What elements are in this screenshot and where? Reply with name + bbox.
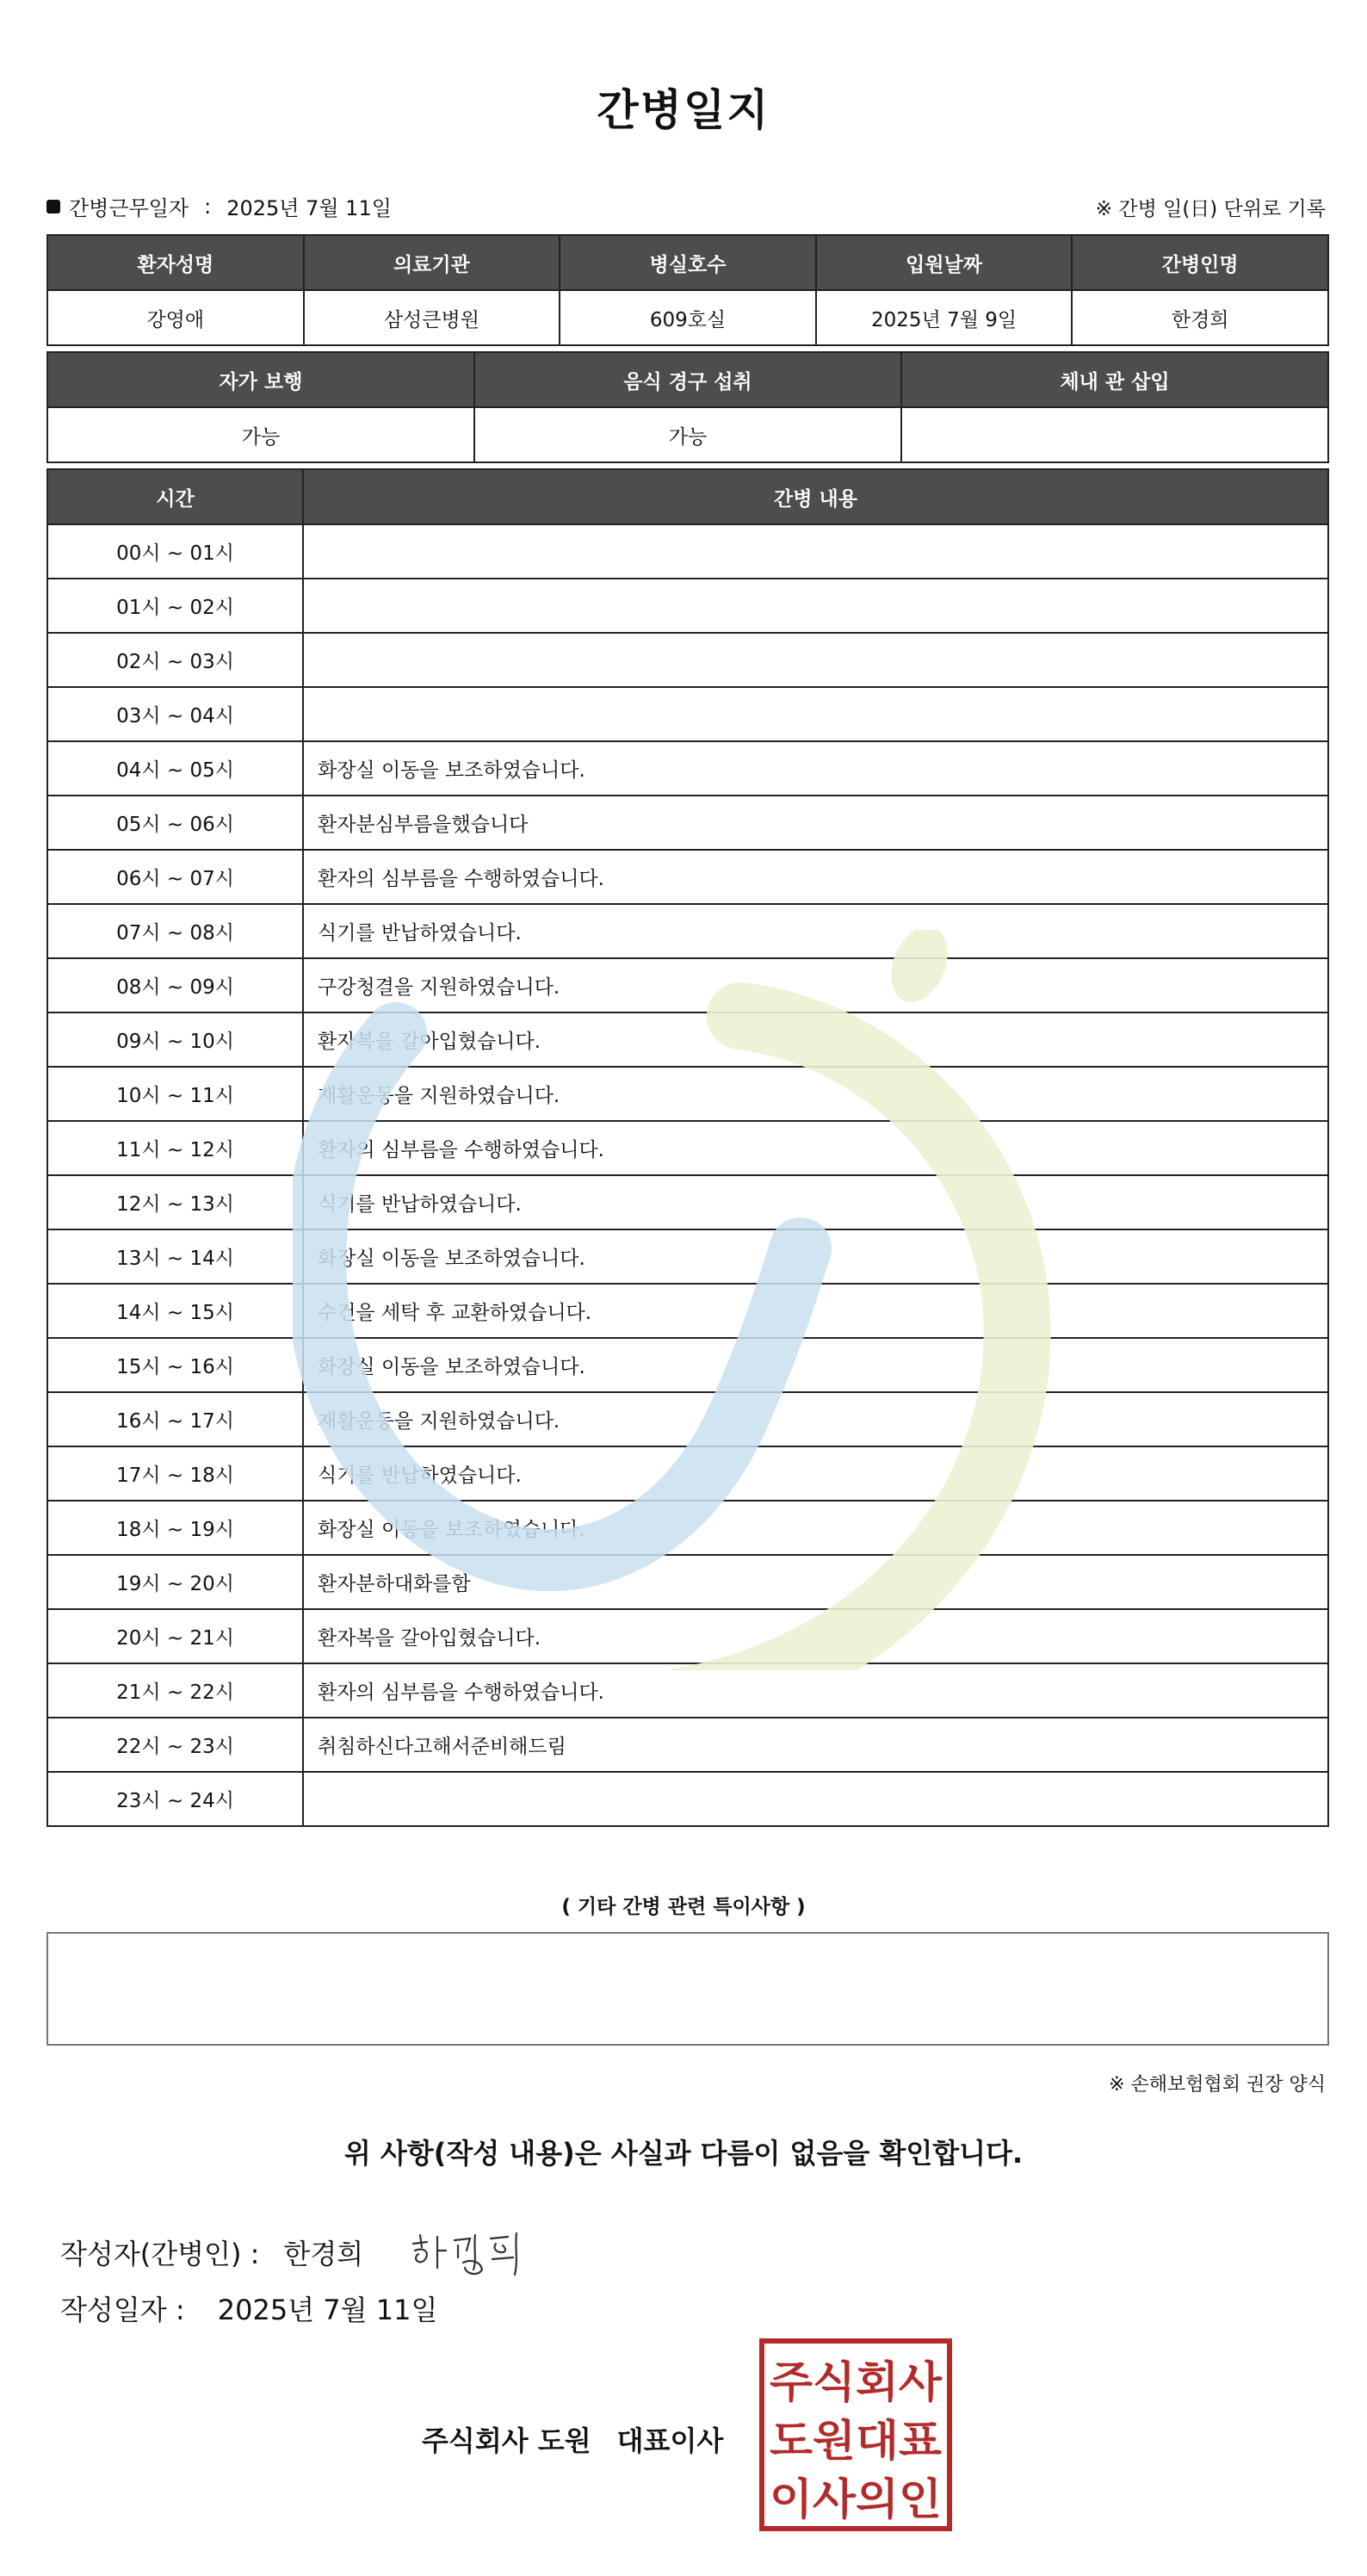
patient-info-value-row — [47, 290, 1328, 345]
writer-name: 한경희 — [283, 2238, 364, 2270]
care-log-row — [47, 1718, 1328, 1772]
care-log-content — [303, 524, 1328, 579]
care-log-content: 식기를 반납하였습니다. — [303, 1446, 1328, 1501]
writer-line — [60, 2225, 535, 2280]
care-log-row — [47, 1609, 1328, 1663]
header-time: 시간 — [47, 469, 303, 524]
care-log-row — [47, 1067, 1328, 1121]
care-log-row — [47, 633, 1328, 687]
write-date-label: 작성일자 : — [60, 2294, 185, 2326]
care-log-time: 04시 ~ 05시 — [47, 741, 303, 796]
unit-note: ※ 간병 일(日) 단위로 기록 — [1095, 198, 1326, 220]
company-signature-line — [422, 2419, 723, 2459]
seal-text-line: 이사의인 — [770, 2474, 942, 2524]
header-care-content: 간병 내용 — [303, 469, 1328, 524]
care-log-content: 환자복을 갈아입혔습니다. — [303, 1609, 1328, 1663]
care-log-row — [47, 524, 1328, 579]
care-log-time: 11시 ~ 12시 — [47, 1121, 303, 1175]
care-log-time: 17시 ~ 18시 — [47, 1446, 303, 1501]
care-log-time: 00시 ~ 01시 — [47, 524, 303, 579]
care-log-row — [47, 1446, 1328, 1501]
company-name: 주식회사 도원 — [422, 2424, 591, 2457]
care-log-row — [47, 1284, 1328, 1338]
care-log-content: 환자분하대화를함 — [303, 1555, 1328, 1609]
care-log-row — [47, 1663, 1328, 1718]
care-log-content: 취침하신다고해서준비해드림 — [303, 1718, 1328, 1772]
care-log-time: 12시 ~ 13시 — [47, 1175, 303, 1229]
care-log-content — [303, 579, 1328, 633]
seal-text-line: 주식회사 — [770, 2357, 943, 2407]
care-log-content: 환자의 심부름을 수행하였습니다. — [303, 1663, 1328, 1718]
care-log-row — [47, 1338, 1328, 1392]
bullet-square-icon — [46, 200, 60, 214]
patient-info-table — [46, 234, 1329, 346]
care-log-time: 20시 ~ 21시 — [47, 1609, 303, 1663]
care-log-time: 10시 ~ 11시 — [47, 1067, 303, 1121]
care-log-row — [47, 579, 1328, 633]
care-log-row — [47, 1175, 1328, 1229]
writer-label: 작성자(간병인) : — [60, 2238, 260, 2270]
care-log-time: 02시 ~ 03시 — [47, 633, 303, 687]
write-date-line — [60, 2288, 437, 2328]
care-log-content: 환자분심부름을했습니다 — [303, 796, 1328, 850]
header-oral-intake: 음식 경구 섭취 — [474, 352, 901, 407]
care-log-content: 화장실 이동을 보조하였습니다. — [303, 1338, 1328, 1392]
care-log-content: 식기를 반납하였습니다. — [303, 904, 1328, 958]
tube-insertion-value — [901, 407, 1328, 462]
care-log-content: 구강청결을 지원하였습니다. — [303, 958, 1328, 1012]
caregiver-name: 한경희 — [1072, 290, 1328, 345]
care-log-content — [303, 687, 1328, 741]
self-walking-value: 가능 — [47, 407, 474, 462]
work-date-line — [46, 191, 392, 221]
header-patient-name: 환자성명 — [47, 235, 304, 290]
header-hospital: 의료기관 — [304, 235, 560, 290]
care-log-row — [47, 741, 1328, 796]
care-log-content: 수건을 세탁 후 교환하였습니다. — [303, 1284, 1328, 1338]
care-log-row — [47, 850, 1328, 904]
care-log-time: 21시 ~ 22시 — [47, 1663, 303, 1718]
care-log-time: 06시 ~ 07시 — [47, 850, 303, 904]
care-log-content: 환자의 심부름을 수행하였습니다. — [303, 850, 1328, 904]
care-log-content: 환자의 심부름을 수행하였습니다. — [303, 1121, 1328, 1175]
care-log-row — [47, 958, 1328, 1012]
company-seal-stamp — [759, 2338, 952, 2531]
care-log-content: 환자복을 갈아입혔습니다. — [303, 1012, 1328, 1067]
oral-intake-value: 가능 — [474, 407, 901, 462]
patient-status-header-row — [47, 352, 1328, 407]
care-log-row — [47, 1555, 1328, 1609]
care-log-content — [303, 1772, 1328, 1826]
patient-status-table — [46, 351, 1329, 463]
care-log-time: 09시 ~ 10시 — [47, 1012, 303, 1067]
handwritten-signature — [406, 2225, 535, 2280]
care-log-content: 화장실 이동을 보조하였습니다. — [303, 1229, 1328, 1284]
patient-info-header-row — [47, 235, 1328, 290]
care-log-content: 화장실 이동을 보조하였습니다. — [303, 741, 1328, 796]
care-log-time: 16시 ~ 17시 — [47, 1392, 303, 1446]
care-log-time: 19시 ~ 20시 — [47, 1555, 303, 1609]
care-log-row — [47, 1501, 1328, 1555]
care-log-time: 03시 ~ 04시 — [47, 687, 303, 741]
header-admission-date: 입원날짜 — [816, 235, 1073, 290]
care-log-time: 07시 ~ 08시 — [47, 904, 303, 958]
care-log-time: 05시 ~ 06시 — [47, 796, 303, 850]
header-self-walking: 자가 보행 — [47, 352, 474, 407]
care-log-row — [47, 1772, 1328, 1826]
care-log-table — [46, 468, 1329, 1827]
care-log-row — [47, 1012, 1328, 1067]
care-log-header-row — [47, 469, 1328, 524]
care-log-row — [47, 1392, 1328, 1446]
care-log-time: 18시 ~ 19시 — [47, 1501, 303, 1555]
representative-title: 대표이사 — [616, 2424, 724, 2457]
care-log-time: 13시 ~ 14시 — [47, 1229, 303, 1284]
care-log-row — [47, 1229, 1328, 1284]
care-log-time: 08시 ~ 09시 — [47, 958, 303, 1012]
seal-text-line: 도원대표 — [770, 2416, 943, 2466]
room-number: 609호실 — [560, 290, 816, 345]
care-log-time: 22시 ~ 23시 — [47, 1718, 303, 1772]
patient-status-value-row — [47, 407, 1328, 462]
care-log-time: 15시 ~ 16시 — [47, 1338, 303, 1392]
care-log-content — [303, 633, 1328, 687]
work-date-value: 2025년 7월 11일 — [226, 196, 392, 220]
care-log-row — [47, 687, 1328, 741]
care-log-time: 14시 ~ 15시 — [47, 1284, 303, 1338]
header-room-number: 병실호수 — [560, 235, 816, 290]
document-title: 간병일지 — [597, 85, 770, 135]
care-log-content: 재활운동을 지원하였습니다. — [303, 1392, 1328, 1446]
care-log-content: 재활운동을 지원하였습니다. — [303, 1067, 1328, 1121]
care-log-time: 01시 ~ 02시 — [47, 579, 303, 633]
care-log-row — [47, 1121, 1328, 1175]
write-date-value: 2025년 7월 11일 — [217, 2294, 438, 2326]
work-date-separator: : — [204, 194, 212, 219]
hospital-name: 삼성큰병원 — [304, 290, 560, 345]
care-log-content: 식기를 반납하였습니다. — [303, 1175, 1328, 1229]
care-log-content: 화장실 이동을 보조하였습니다. — [303, 1501, 1328, 1555]
work-date-label: 간병근무일자 — [69, 196, 189, 220]
confirmation-statement: 위 사항(작성 내용)은 사실과 다름이 없음을 확인합니다. — [343, 2137, 1024, 2170]
care-log-row — [47, 904, 1328, 958]
header-tube-insertion: 체내 관 삽입 — [901, 352, 1328, 407]
remarks-title: ( 기타 간병 관련 특이사항 ) — [561, 1896, 806, 1918]
care-log-body — [47, 524, 1328, 1826]
form-source-note: ※ 손해보험협회 권장 양식 — [1109, 2074, 1326, 2096]
admission-date: 2025년 7월 9일 — [816, 290, 1073, 345]
patient-name: 강영애 — [47, 290, 304, 345]
care-log-time: 23시 ~ 24시 — [47, 1772, 303, 1826]
header-caregiver-name: 간병인명 — [1072, 235, 1328, 290]
care-log-row — [47, 796, 1328, 850]
remarks-box — [46, 1932, 1329, 2046]
